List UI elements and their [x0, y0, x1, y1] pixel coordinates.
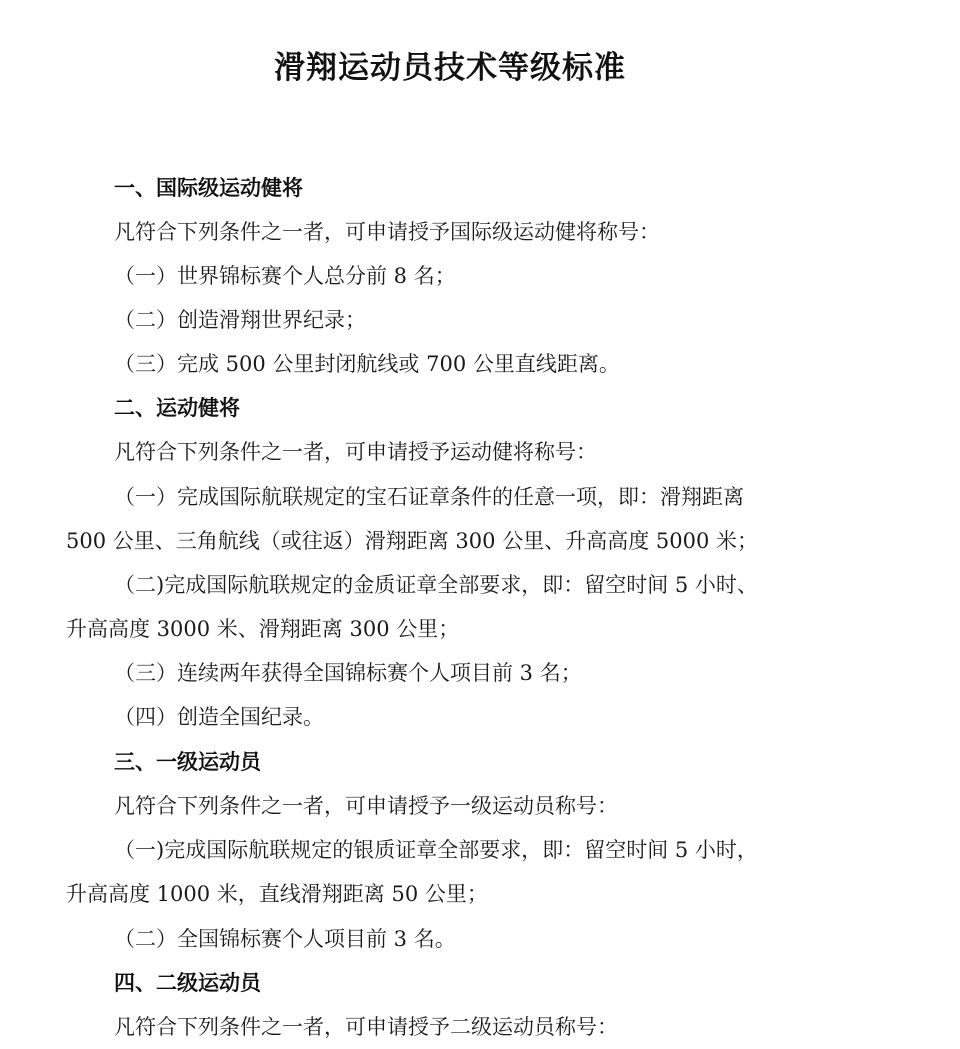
section-2-item-1-continued: 500 公里、三角航线（或往返）滑翔距离 300 公里、升高高度 5000 米；	[66, 529, 758, 553]
section-heading-2: 二、运动健将	[114, 396, 240, 420]
section-3-item-1-continued: 升高高度 1000 米，直线滑翔距离 50 公里；	[66, 882, 488, 906]
section-heading-4: 四、二级运动员	[114, 971, 261, 995]
section-2-item-3: （三）连续两年获得全国锦标赛个人项目前 3 名；	[114, 661, 582, 685]
section-2-intro: 凡符合下列条件之一者，可申请授予运动健将称号：	[114, 440, 597, 464]
section-4-intro: 凡符合下列条件之一者，可申请授予二级运动员称号：	[114, 1015, 618, 1039]
section-2-item-4: （四）创造全国纪录。	[114, 705, 324, 729]
section-heading-1: 一、国际级运动健将	[114, 176, 303, 200]
section-3-item-1: （一)完成国际航联规定的银质证章全部要求，即：留空时间 5 小时，	[114, 838, 758, 862]
section-3-item-2: （二）全国锦标赛个人项目前 3 名。	[114, 927, 456, 951]
section-1-item-2: （二）创造滑翔世界纪录；	[114, 308, 366, 332]
section-2-item-2-continued: 升高高度 3000 米、滑翔距离 300 公里；	[66, 617, 460, 641]
document-title: 滑翔运动员技术等级标准	[274, 50, 626, 86]
section-heading-3: 三、一级运动员	[114, 750, 261, 774]
section-1-item-1: （一）世界锦标赛个人总分前 8 名；	[114, 264, 456, 288]
section-1-intro: 凡符合下列条件之一者，可申请授予国际级运动健将称号：	[114, 220, 660, 244]
section-1-item-3: （三）完成 500 公里封闭航线或 700 公里直线距离。	[114, 352, 620, 376]
section-3-intro: 凡符合下列条件之一者，可申请授予一级运动员称号：	[114, 794, 618, 818]
section-2-item-1: （一）完成国际航联规定的宝石证章条件的任意一项，即：滑翔距离	[114, 485, 744, 509]
section-2-item-2: （二)完成国际航联规定的金质证章全部要求，即：留空时间 5 小时、	[114, 573, 758, 597]
